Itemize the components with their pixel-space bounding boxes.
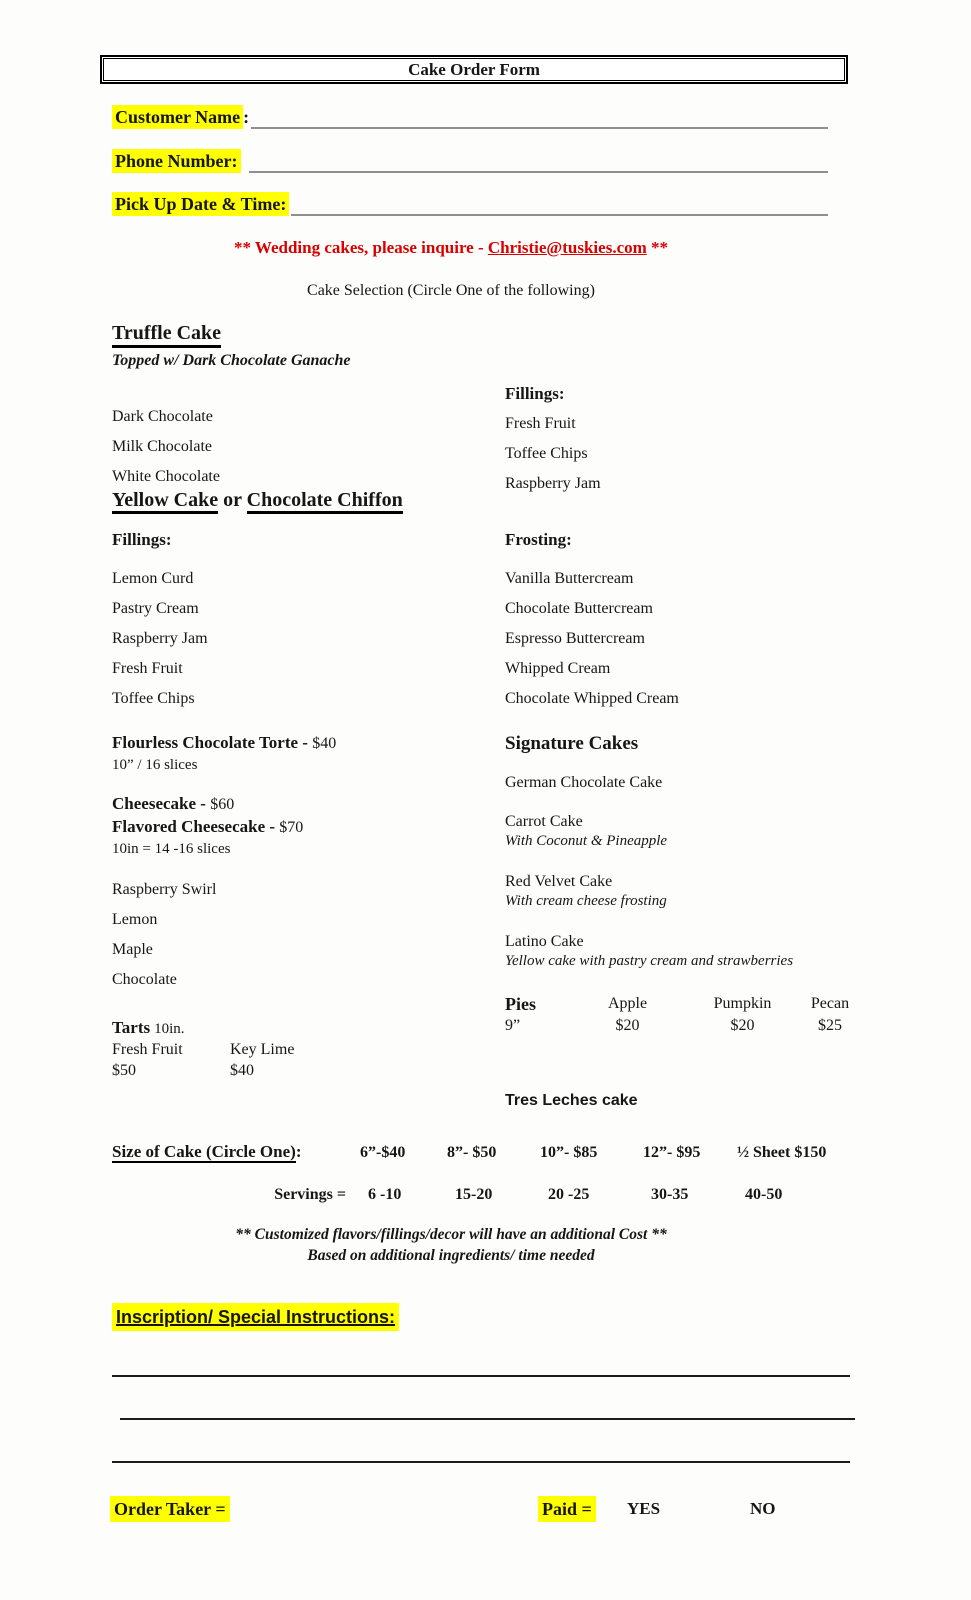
inscription-line-1[interactable] <box>112 1375 850 1377</box>
specialty-cakes-block <box>112 732 855 1111</box>
signature-cake[interactable]: German Chocolate Cake <box>505 774 663 791</box>
size-of-cake-row <box>112 1142 855 1162</box>
frosting-option[interactable]: Espresso Buttercream <box>505 630 645 647</box>
pie-option[interactable]: Pecan <box>810 995 850 1012</box>
pie-option[interactable]: Pumpkin <box>713 995 772 1012</box>
flourless-torte-item[interactable]: Flourless Chocolate Torte - $40 <box>112 733 337 752</box>
inscription-heading-wrap <box>112 1303 399 1331</box>
pie-price: $20 <box>615 1017 640 1034</box>
truffle-cake-heading: Truffle Cake <box>112 321 221 348</box>
truffle-fillings-col <box>505 382 855 499</box>
cheesecake-flavor-option[interactable]: Raspberry Swirl <box>112 881 217 898</box>
servings-label: Servings = <box>274 1186 346 1203</box>
chocolate-chiffon-heading-part: Chocolate Chiffon <box>247 489 403 514</box>
size-option[interactable]: 6”-$40 <box>360 1144 406 1161</box>
frosting-option[interactable]: Chocolate Buttercream <box>505 600 653 617</box>
inscription-line-2[interactable] <box>120 1418 855 1420</box>
frosting-option[interactable]: Vanilla Buttercream <box>505 570 634 587</box>
cake-selection-instruction: Cake Selection (Circle One of the following) <box>307 282 595 299</box>
servings-value: 30-35 <box>651 1186 689 1203</box>
pies-heading: Pies <box>505 994 536 1014</box>
truffle-fillings-list <box>505 409 855 499</box>
truffle-option[interactable]: White Chocolate <box>112 468 220 485</box>
customer-name-colon: : <box>243 107 250 127</box>
truffle-filling-option[interactable]: Raspberry Jam <box>505 475 601 492</box>
cheesecake-item[interactable]: Cheesecake - $60 <box>112 794 235 813</box>
flourless-torte-note: 10” / 16 slices <box>112 757 198 773</box>
extra-cost-line1: ** Customized flavors/fillings/decor will have an additional Cost ** <box>235 1226 667 1243</box>
tart-price: $50 <box>112 1062 136 1079</box>
customer-name-label: Customer Name <box>112 105 243 129</box>
frosting-heading: Frosting: <box>505 530 572 549</box>
heading-or: or <box>218 489 247 511</box>
yellow-cake-heading-part: Yellow Cake <box>112 489 218 514</box>
email-link[interactable]: Christie@tuskies.com <box>487 238 647 257</box>
flavored-cheesecake-item[interactable]: Flavored Cheesecake - $70 <box>112 817 304 836</box>
pickup-datetime-row <box>112 190 828 216</box>
customer-name-row <box>112 103 828 129</box>
truffle-options-list <box>112 382 505 499</box>
frosting-option[interactable]: Whipped Cream <box>505 660 611 677</box>
tart-options-row <box>112 1039 505 1060</box>
filling-option[interactable]: Pastry Cream <box>112 600 199 617</box>
signature-cakes-heading: Signature Cakes <box>505 733 639 754</box>
left-menu-col <box>112 732 505 1111</box>
flavored-cheesecake-price: $70 <box>279 819 304 836</box>
fillings-heading: Fillings: <box>112 530 172 549</box>
truffle-cake-subtitle: Topped w/ Dark Chocolate Ganache <box>112 352 351 369</box>
pickup-datetime-label: Pick Up Date & Time: <box>112 192 289 216</box>
extra-cost-line2: Based on additional ingredients/ time needed <box>307 1247 595 1264</box>
tart-prices-row <box>112 1060 505 1081</box>
tres-leches-option[interactable]: Tres Leches cake <box>505 1092 638 1109</box>
fillings-col <box>112 528 505 714</box>
inscription-label: Inscription/ Special Instructions: <box>112 1303 399 1331</box>
filling-option[interactable]: Toffee Chips <box>112 690 195 707</box>
tarts-size: 10in. <box>154 1021 185 1037</box>
yellow-chiffon-heading <box>112 488 855 512</box>
tarts-name: Tarts <box>112 1018 151 1037</box>
pie-option[interactable]: Apple <box>607 995 648 1012</box>
pies-size: 9” <box>505 1017 521 1034</box>
frosting-option[interactable]: Chocolate Whipped Cream <box>505 690 679 707</box>
size-option[interactable]: 8”- $50 <box>447 1144 497 1161</box>
truffle-option[interactable]: Dark Chocolate <box>112 408 213 425</box>
servings-value: 6 -10 <box>368 1186 402 1203</box>
signature-cake[interactable]: Red Velvet Cake With cream cheese frosting <box>505 871 855 911</box>
tart-option[interactable]: Fresh Fruit <box>112 1041 183 1058</box>
paid-label: Paid = <box>538 1496 596 1522</box>
signature-cake-desc: Yellow cake with pastry cream and strawberries <box>505 953 794 969</box>
phone-number-label: Phone Number: <box>112 149 241 173</box>
phone-number-row <box>112 147 828 173</box>
servings-value: 40-50 <box>745 1186 783 1203</box>
tarts-item[interactable] <box>112 1017 505 1039</box>
customer-name-input-line[interactable] <box>251 103 828 129</box>
truffle-option[interactable]: Milk Chocolate <box>112 438 212 455</box>
wedding-note-suffix: ** <box>646 238 669 257</box>
footer-row <box>0 1496 971 1530</box>
cheesecake-note: 10in = 14 -16 slices <box>112 841 231 857</box>
signature-cakes-col <box>505 732 855 1111</box>
pie-price: $25 <box>818 1017 842 1034</box>
signature-cake[interactable]: Latino Cake Yellow cake with pastry cream and strawberries <box>505 931 855 971</box>
servings-value: 20 -25 <box>548 1186 590 1203</box>
tart-option[interactable]: Key Lime <box>230 1041 295 1058</box>
form-title: Cake Order Form <box>103 58 845 81</box>
frosting-col <box>505 528 855 714</box>
size-option[interactable]: 12”- $95 <box>643 1144 701 1161</box>
filling-option[interactable]: Lemon Curd <box>112 570 194 587</box>
inscription-line-3[interactable] <box>112 1461 850 1463</box>
signature-cake-desc: With Coconut & Pineapple <box>505 833 668 849</box>
paid-yes-option[interactable]: YES <box>627 1499 661 1518</box>
cheesecake-price: $60 <box>210 796 235 813</box>
pies-table <box>505 993 855 1036</box>
extra-cost-note <box>36 1224 866 1266</box>
yellow-chiffon-section <box>112 488 855 714</box>
size-option[interactable]: ½ Sheet $150 <box>737 1144 827 1161</box>
truffle-cake-section <box>112 321 855 499</box>
flourless-torte-price: $40 <box>312 735 337 752</box>
servings-value: 15-20 <box>455 1186 493 1203</box>
fillings-list <box>112 564 505 714</box>
size-of-cake-label: Size of Cake (Circle One): <box>112 1142 302 1161</box>
cheesecake-flavor-option[interactable]: Maple <box>112 941 153 958</box>
truffle-fillings-heading: Fillings: <box>505 384 565 403</box>
signature-cake[interactable]: Carrot Cake With Coconut & Pineapple <box>505 811 855 851</box>
phone-number-input-line[interactable] <box>249 147 829 173</box>
wedding-cakes-note <box>36 238 866 258</box>
wedding-note-prefix: ** Wedding cakes, please inquire - <box>233 238 488 257</box>
order-taker-label[interactable]: Order Taker = <box>110 1496 230 1522</box>
filling-option[interactable]: Fresh Fruit <box>112 660 183 677</box>
truffle-filling-option[interactable]: Toffee Chips <box>505 445 588 462</box>
form-title-box <box>100 55 848 84</box>
cheesecake-flavor-option[interactable]: Chocolate <box>112 971 177 988</box>
pie-price: $20 <box>730 1017 755 1034</box>
size-label-colon: : <box>295 1142 302 1161</box>
frosting-list <box>505 564 855 714</box>
filling-option[interactable]: Raspberry Jam <box>112 630 208 647</box>
cheesecake-flavors-list <box>112 875 505 995</box>
pickup-datetime-input-line[interactable] <box>291 190 828 216</box>
size-option[interactable]: 10”- $85 <box>540 1144 598 1161</box>
paid-no-option[interactable]: NO <box>750 1499 776 1518</box>
truffle-filling-option[interactable]: Fresh Fruit <box>505 415 576 432</box>
signature-cake-desc: With cream cheese frosting <box>505 893 667 909</box>
tart-price: $40 <box>230 1062 254 1079</box>
servings-row <box>112 1186 855 1204</box>
cheesecake-flavor-option[interactable]: Lemon <box>112 911 158 928</box>
